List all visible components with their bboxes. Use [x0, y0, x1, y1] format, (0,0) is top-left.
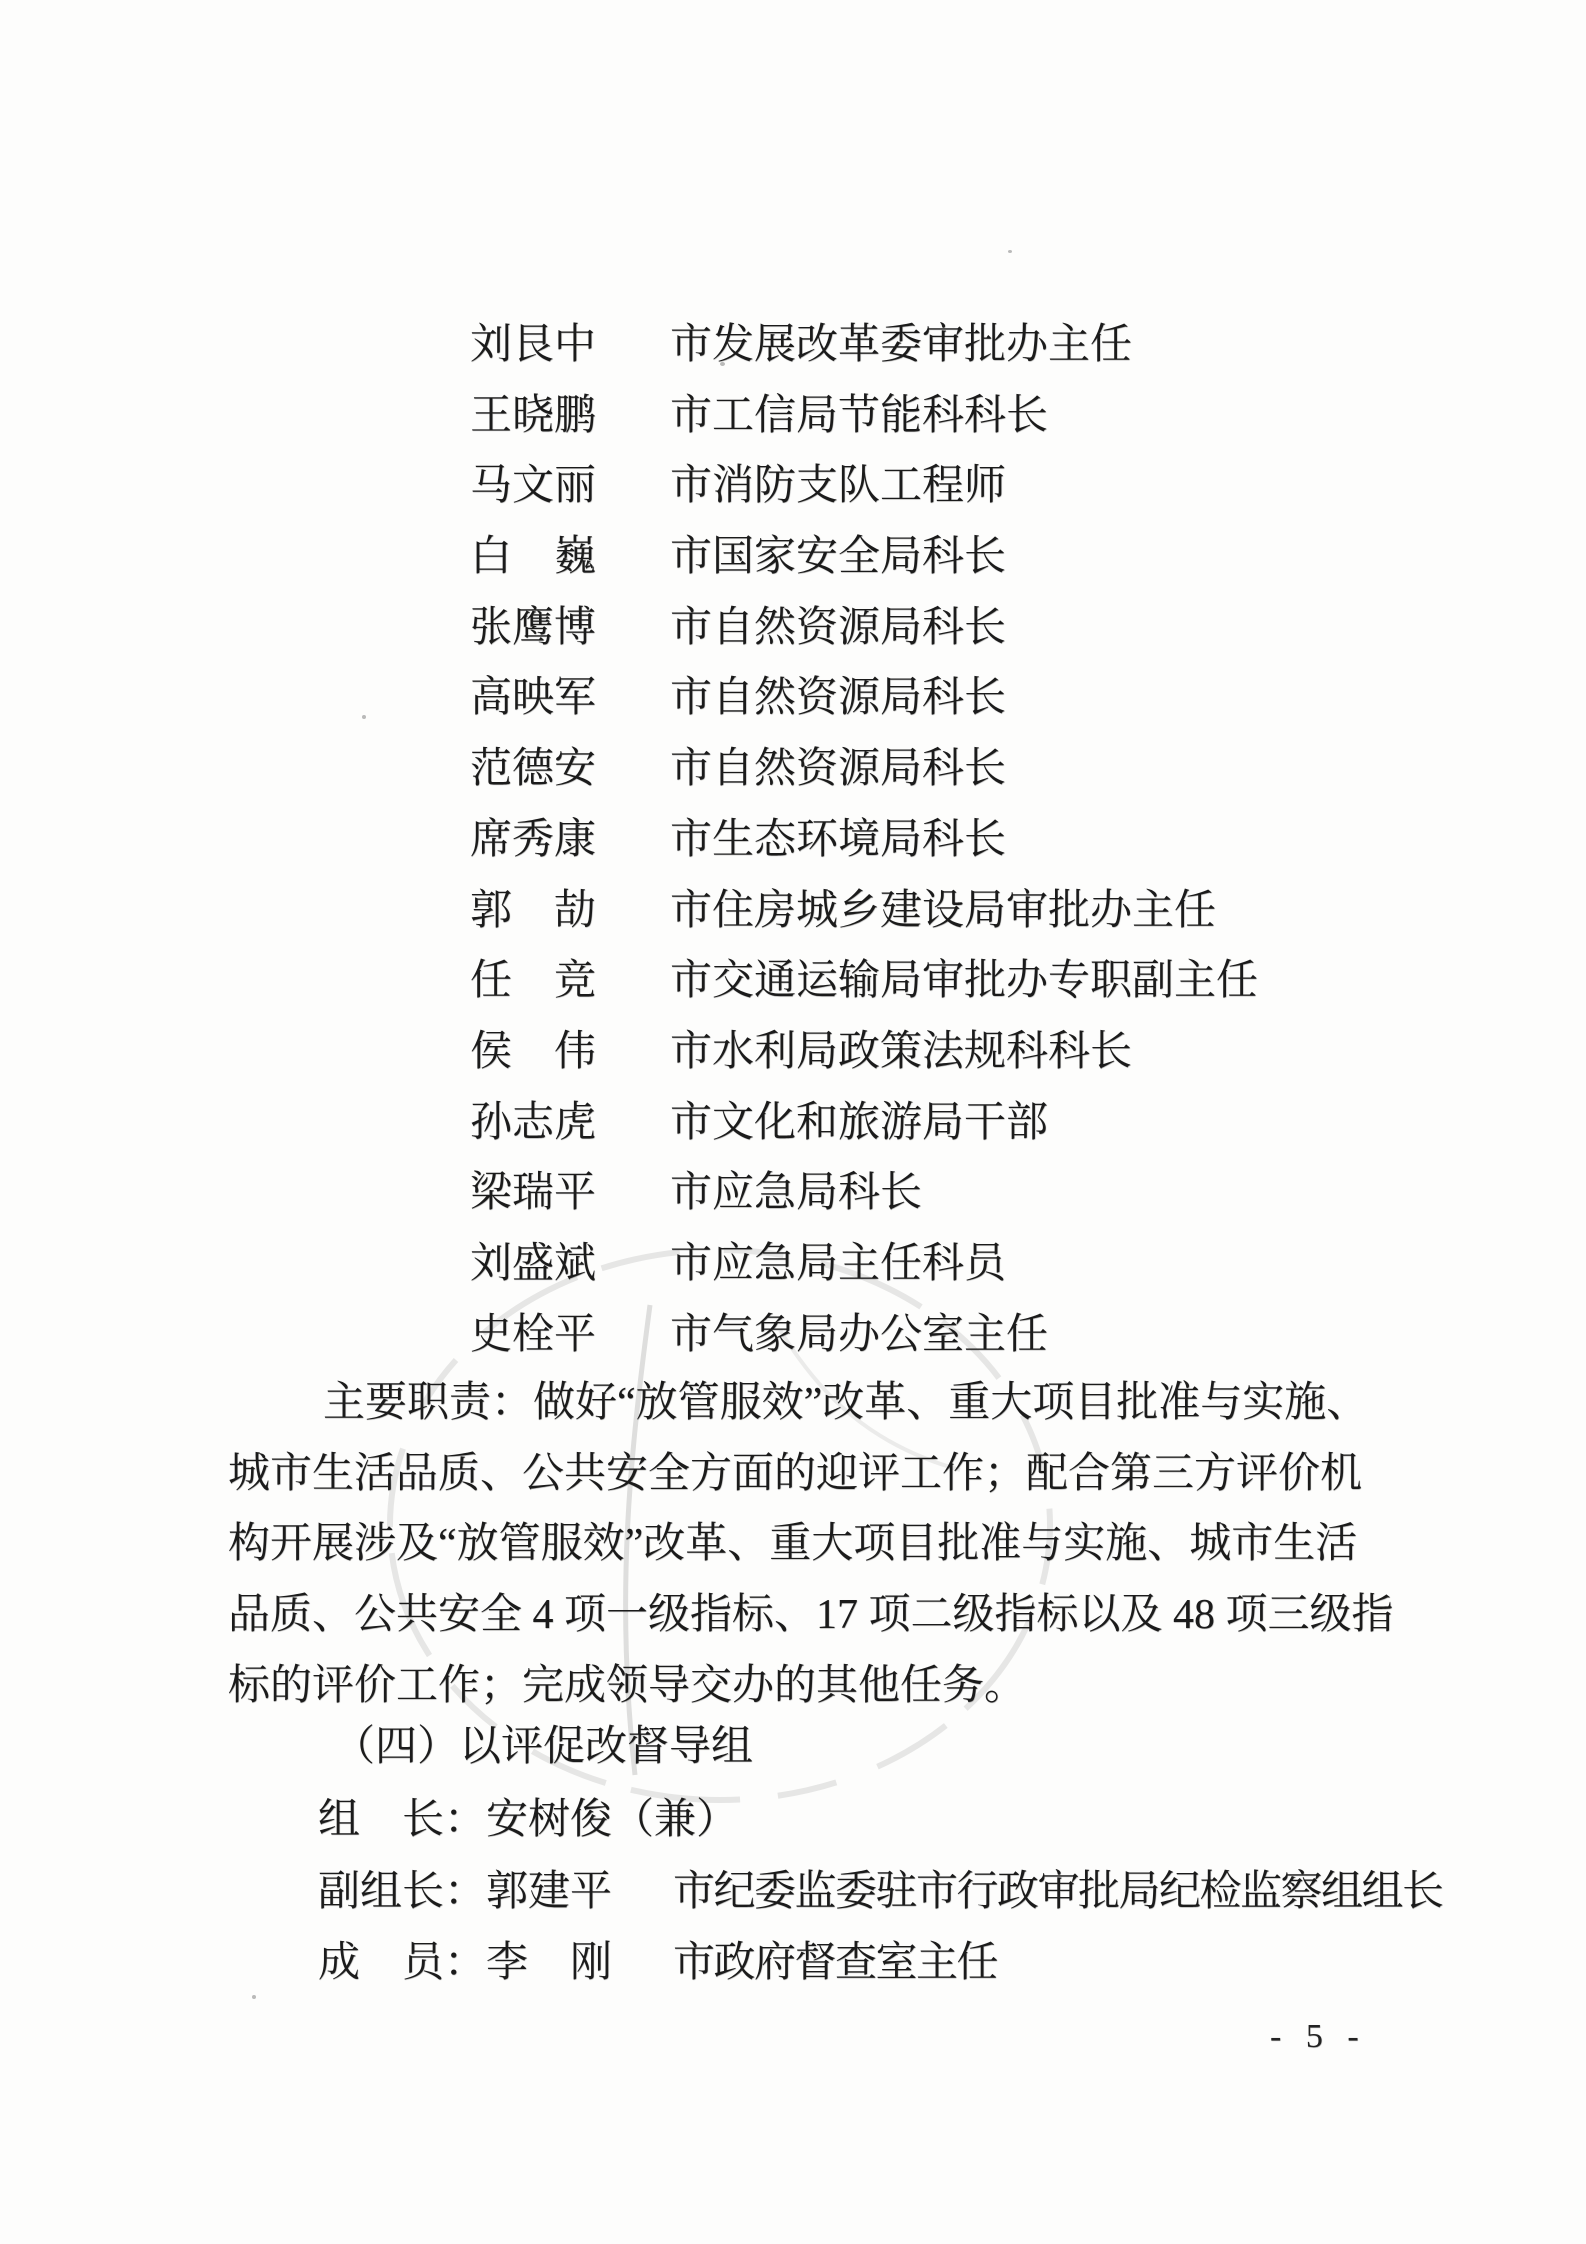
page-number: - 5 - — [1270, 2018, 1367, 2055]
person-name: 白 巍 — [470, 534, 597, 581]
person-title: 市应急局科长 — [670, 1170, 923, 1217]
roster-row — [470, 1158, 1258, 1229]
duties-line: 品质、公共安全 4 项一级指标、17 项二级指标以及 48 项三级指 — [228, 1592, 1394, 1639]
leader-name: 李 刚 — [486, 1940, 613, 1986]
roster-row — [470, 381, 1258, 452]
person-title: 市消防支队工程师 — [670, 463, 1007, 510]
scan-speck — [362, 715, 366, 719]
roster-row — [470, 946, 1258, 1017]
person-name: 史栓平 — [470, 1311, 597, 1358]
roster-row — [470, 734, 1258, 805]
section-heading: （四）以评促改督导组 — [333, 1724, 754, 1770]
person-name: 马文丽 — [470, 463, 597, 510]
person-name: 张鹰博 — [470, 604, 597, 651]
roster-row — [470, 593, 1258, 664]
person-name: 范德安 — [470, 746, 597, 793]
person-name: 高映军 — [470, 675, 597, 722]
roster-row — [470, 1088, 1258, 1159]
roster-row — [470, 1017, 1258, 1088]
person-name: 侯 伟 — [470, 1028, 597, 1075]
person-title: 市自然资源局科长 — [670, 675, 1007, 722]
person-name: 孙志虎 — [470, 1099, 597, 1146]
leader-role-label: 副组长： — [318, 1868, 487, 1915]
roster-row — [470, 451, 1258, 522]
roster-row — [470, 1300, 1258, 1371]
scan-speck — [252, 1995, 256, 1999]
person-title: 市生态环境局科长 — [670, 816, 1007, 863]
roster-row — [470, 1229, 1258, 1300]
leader-row — [318, 1928, 1443, 2000]
person-title: 市国家安全局科长 — [670, 534, 1007, 581]
leaders — [318, 1785, 1443, 2000]
person-title: 市自然资源局科长 — [670, 746, 1007, 793]
leader-row — [318, 1857, 1443, 1929]
person-title: 市水利局政策法规科科长 — [670, 1028, 1133, 1075]
leader-title: 市政府督查室主任 — [673, 1940, 998, 1986]
roster-row — [470, 876, 1258, 947]
scan-speck — [1008, 250, 1012, 253]
person-title: 市自然资源局科长 — [670, 604, 1007, 651]
leader-role-label: 成 员： — [318, 1940, 487, 1986]
duties-line: 构开展涉及“放管服效”改革、重大项目批准与实施、城市生活 — [228, 1521, 1358, 1568]
person-title: 市应急局主任科员 — [670, 1240, 1007, 1287]
person-title: 市文化和旅游局干部 — [670, 1099, 1049, 1146]
person-title: 市工信局节能科科长 — [670, 392, 1049, 439]
leader-title: 市纪委监委驻市行政审批局纪检监察组组长 — [673, 1868, 1443, 1915]
duties-line: 标的评价工作；完成领导交办的其他任务。 — [228, 1662, 1027, 1709]
person-name: 刘盛斌 — [470, 1240, 597, 1287]
person-name: 任 竞 — [470, 958, 597, 1005]
roster-row — [470, 805, 1258, 876]
person-title: 市气象局办公室主任 — [670, 1311, 1049, 1358]
leader-name: 郭建平 — [486, 1868, 613, 1915]
leader-role-label: 组 长： — [318, 1797, 487, 1843]
leader-name: 安树俊（兼） — [486, 1797, 739, 1843]
roster-row — [470, 663, 1258, 734]
duties-line: 主要职责：做好“放管服效”改革、重大项目批准与实施、 — [323, 1380, 1369, 1426]
person-title: 市住房城乡建设局审批办主任 — [670, 887, 1217, 934]
roster-row — [470, 522, 1258, 593]
scan-speck — [720, 362, 725, 366]
person-name: 梁瑞平 — [470, 1170, 597, 1217]
person-name: 刘艮中 — [470, 322, 597, 368]
person-name: 郭 劼 — [470, 887, 597, 934]
person-title: 市发展改革委审批办主任 — [670, 322, 1133, 368]
person-title: 市交通运输局审批办专职副主任 — [670, 958, 1259, 1005]
duties-line: 城市生活品质、公共安全方面的迎评工作；配合第三方评价机 — [228, 1450, 1363, 1497]
person-name: 王晓鹏 — [470, 392, 597, 439]
leader-row — [318, 1785, 1443, 1857]
roster-row — [470, 310, 1258, 381]
roster — [470, 310, 1258, 1370]
person-name: 席秀康 — [470, 816, 597, 863]
duties-paragraph — [228, 1368, 1408, 1721]
